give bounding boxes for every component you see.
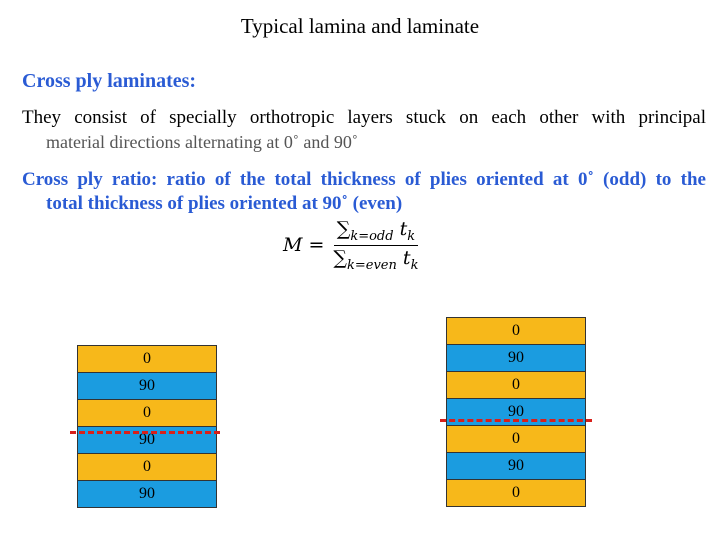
ply-layer: 90 (446, 452, 586, 480)
description-paragraph (22, 106, 706, 154)
description-line-1: They consist of specially orthotropic layers stuck on each other with principal (22, 107, 706, 128)
ply-layer: 0 (77, 453, 217, 481)
even-laminate-stack (77, 346, 217, 508)
formula-numerator: $\sum_{k=odd}$ $t_k$ (334, 218, 418, 246)
section-heading: Cross ply laminates: (22, 70, 197, 92)
ply-layer: 0 (446, 371, 586, 399)
ply-layer: 90 (446, 398, 586, 426)
formula-lhs: M = (283, 234, 325, 257)
ply-layer: 0 (446, 317, 586, 345)
cross-ply-ratio-formula (283, 218, 421, 273)
ply-layer: 0 (77, 399, 217, 427)
formula-fraction (330, 218, 421, 273)
ratio-definition (22, 168, 706, 216)
ply-layer: 0 (446, 479, 586, 507)
ratio-line-2: total thickness of plies oriented at 90˚ (even) (46, 193, 403, 214)
ply-layer: 0 (446, 425, 586, 453)
slide-title: Typical lamina and laminate (240, 14, 480, 38)
ply-layer: 90 (77, 372, 217, 400)
ply-layer: 90 (77, 426, 217, 454)
description-line-2: material directions alternating at 0˚ and 90˚ (46, 132, 358, 152)
odd-laminate-stack (446, 318, 586, 507)
right-midplane-line (440, 419, 592, 422)
ply-layer: 90 (446, 344, 586, 372)
left-midplane-line (70, 431, 220, 434)
ply-layer: 0 (77, 345, 217, 373)
ply-layer: 90 (77, 480, 217, 508)
ratio-line-1: Cross ply ratio: ratio of the total thickness of plies oriented at 0˚ (odd) to the (22, 169, 706, 190)
formula-denominator: $\sum_{k=even}$ $t_k$ (333, 246, 419, 273)
